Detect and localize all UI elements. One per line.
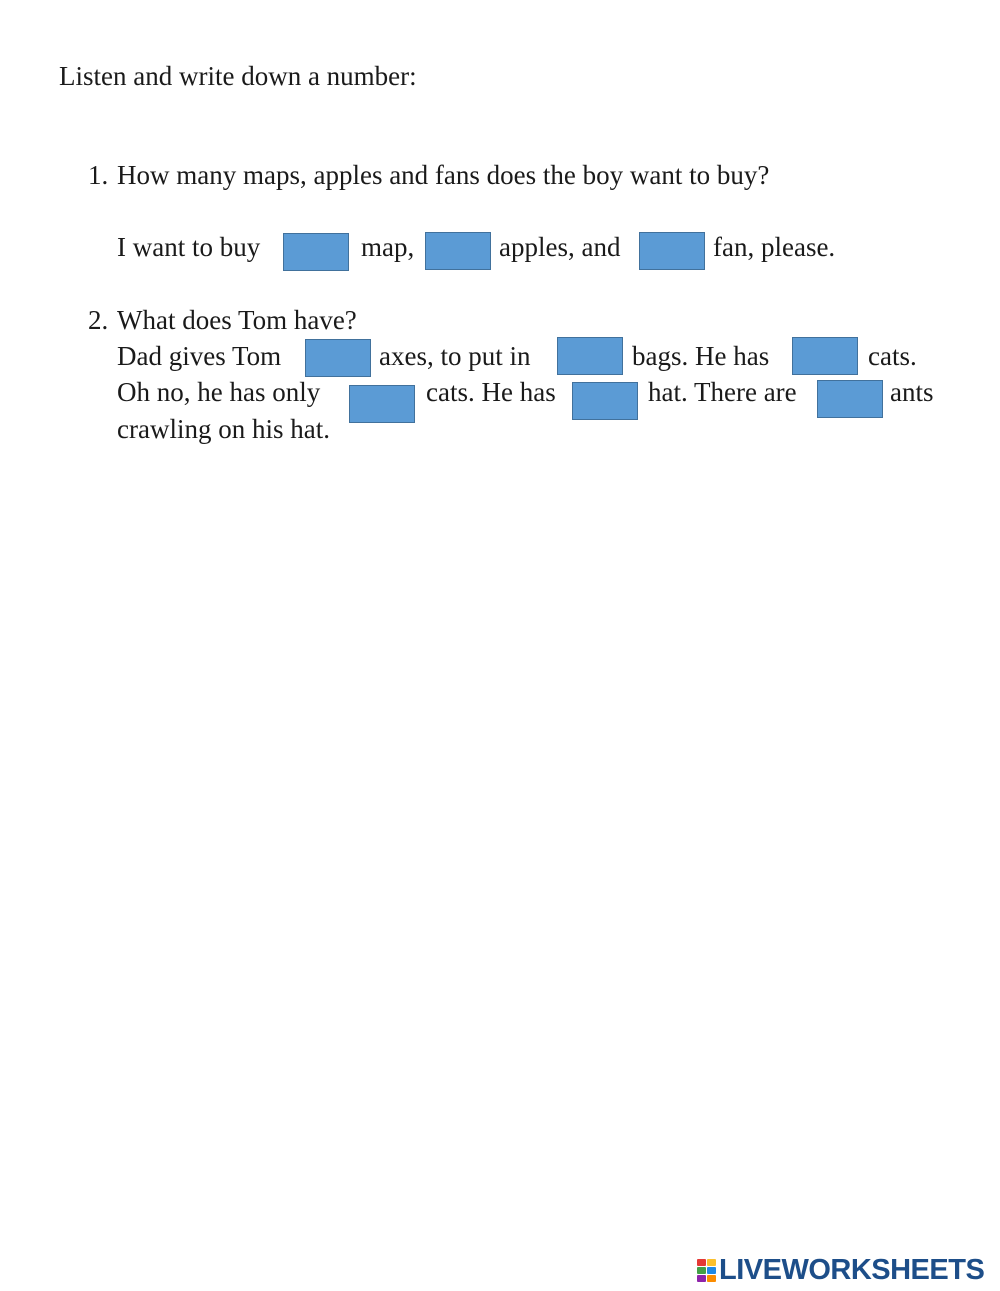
- q2-line1-text-4: cats.: [868, 341, 917, 371]
- answer-box-5[interactable]: [557, 337, 623, 375]
- logo-block: [697, 1275, 706, 1282]
- q2-line1-text-2: axes, to put in: [379, 341, 531, 371]
- liveworksheets-logo: [697, 1254, 984, 1286]
- q2-line2-text-4: ants: [890, 377, 934, 407]
- q1-line-text-1: I want to buy: [117, 232, 261, 262]
- q2-line3-text: crawling on his hat.: [117, 414, 330, 444]
- q2-line2-text-1: Oh no, he has only: [117, 377, 321, 407]
- q2-line2-text-3: hat. There are: [648, 377, 797, 407]
- liveworksheets-logo-icon: [697, 1259, 716, 1282]
- question-1-text: How many maps, apples and fans does the boy want to buy?: [117, 160, 770, 190]
- logo-block: [707, 1275, 716, 1282]
- answer-box-4[interactable]: [305, 339, 371, 377]
- instruction-text: Listen and write down a number:: [59, 61, 417, 91]
- logo-block: [707, 1259, 716, 1266]
- logo-block: [697, 1259, 706, 1266]
- q2-line1-text-1: Dad gives Tom: [117, 341, 282, 371]
- answer-box-7[interactable]: [349, 385, 415, 423]
- question-2-number: 2.: [88, 305, 109, 335]
- logo-block: [697, 1267, 706, 1274]
- question-1-number: 1.: [88, 160, 109, 190]
- logo-block: [707, 1267, 716, 1274]
- q1-line-text-2: map,: [361, 232, 415, 262]
- answer-box-1[interactable]: [283, 233, 349, 271]
- q1-line-text-3: apples, and: [499, 232, 621, 262]
- q1-line-text-4: fan, please.: [713, 232, 836, 262]
- answer-box-6[interactable]: [792, 337, 858, 375]
- q2-line2-text-2: cats. He has: [426, 377, 556, 407]
- q2-line1-text-3: bags. He has: [632, 341, 770, 371]
- answer-box-3[interactable]: [639, 232, 705, 270]
- answer-box-2[interactable]: [425, 232, 491, 270]
- answer-box-9[interactable]: [817, 380, 883, 418]
- question-2-text: What does Tom have?: [117, 305, 357, 335]
- liveworksheets-logo-text: LIVEWORKSHEETS: [719, 1253, 985, 1286]
- answer-box-8[interactable]: [572, 382, 638, 420]
